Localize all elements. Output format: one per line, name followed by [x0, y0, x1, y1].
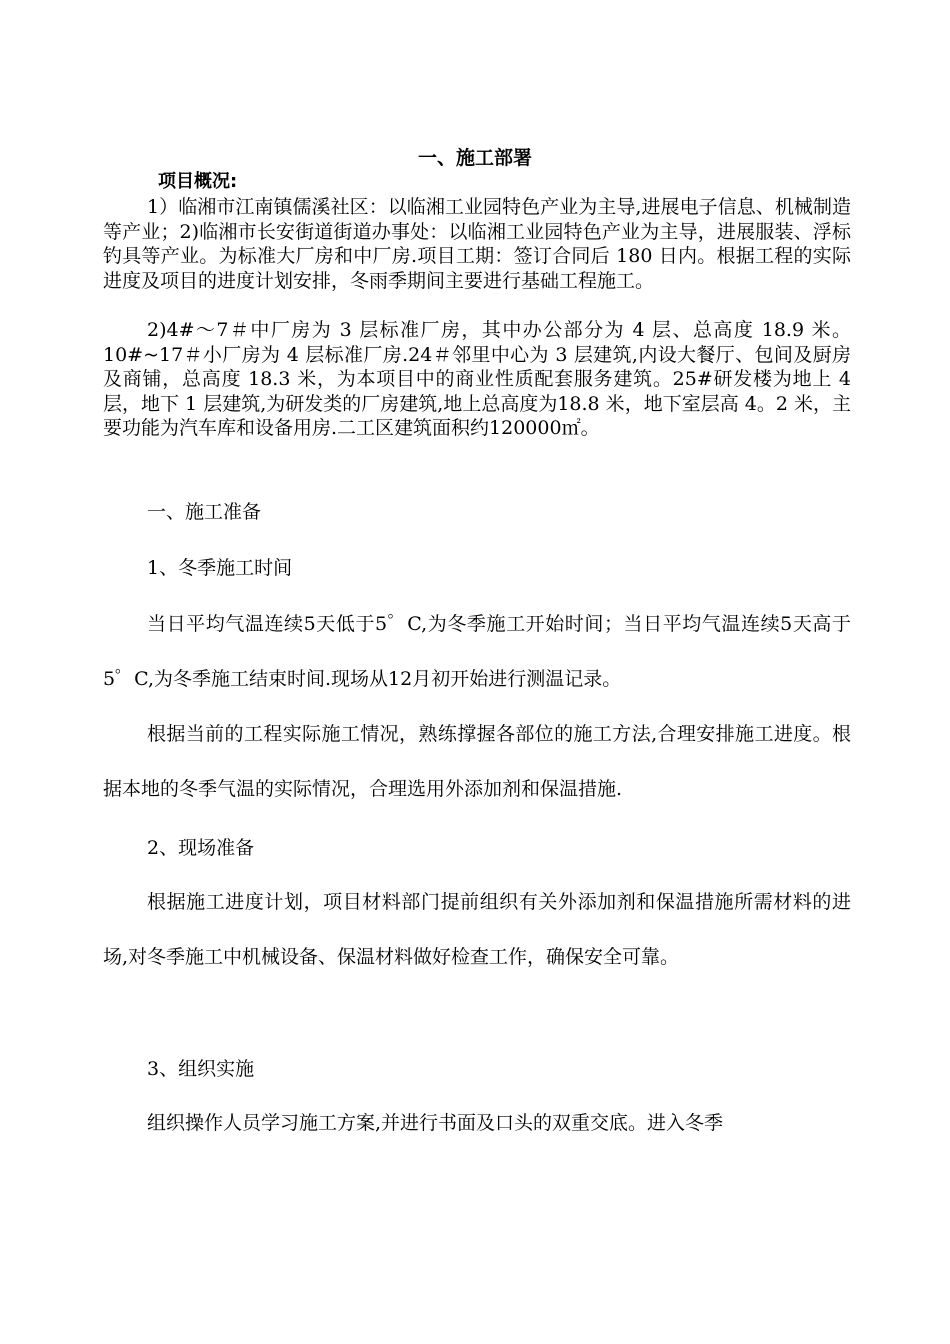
section-heading-site-preparation: 2、现场准备 — [147, 837, 255, 859]
organization-paragraph: 组织操作人员学习施工方案,并进行书面及口头的双重交底。进入冬季 — [147, 1112, 724, 1134]
section-heading-organization: 3、组织实施 — [147, 1058, 255, 1080]
winter-time-paragraph-2: 根据当前的工程实际施工情况，熟练撑握各部位的施工方法,合理安排施工进度。根据本地的冬季气温的实际情况，合理选用外添加剂和保温措施. — [103, 723, 851, 800]
winter-time-paragraph-1: 当日平均气温连续5天低于5゜C,为冬季施工开始时间；当日平均气温连续5天高于5゜C,为冬季施工结束时间.现场从12月初开始进行测温记录。 — [103, 613, 851, 690]
page-title: 一、施工部署 — [417, 147, 532, 169]
site-preparation-paragraph: 根据施工进度计划，项目材料部门提前组织有关外添加剂和保温措施所需材料的进场,对冬季施工中机械设备、保温材料做好检查工作，确保安全可靠。 — [103, 891, 851, 968]
overview-label: 项目概况: — [158, 171, 238, 192]
intro-paragraph-1: 1）临湘市江南镇儒溪社区：以临湘工业园特色产业为主导,进展电子信息、机械制造等产业；2)临湘市长安街道街道办事处：以临湘工业园特色产业为主导，进展服装、浮标钓具等产业。为标准大厂房和中厂房.项目工期：签订合同后 180 日内。根据工程的实际进度及项目的进度计划安排，冬雨季期间主要进行基础工程施工。 — [103, 196, 851, 292]
intro-paragraph-2: 2)4#～7＃中厂房为 3 层标准厂房，其中办公部分为 4 层、总高度 18.9 米。10#~17＃小厂房为 4 层标准厂房.24＃邻里中心为 3 层建筑,内设大餐厅、包间及厨房及商铺，总高度 18.3 米，为本项目中的商业性质配套服务建筑。25#研发楼为地上 4 层，地下 1 层建筑,为研发类的厂房建筑,地上总高度为18.8 米，地下室层高 4。2 米，主要功能为汽车库和设备用房.二工区建筑面积约120000㎡。 — [103, 319, 851, 439]
section-heading-winter-time: 1、冬季施工时间 — [147, 557, 293, 579]
section-heading-preparation: 一、施工准备 — [147, 501, 262, 523]
